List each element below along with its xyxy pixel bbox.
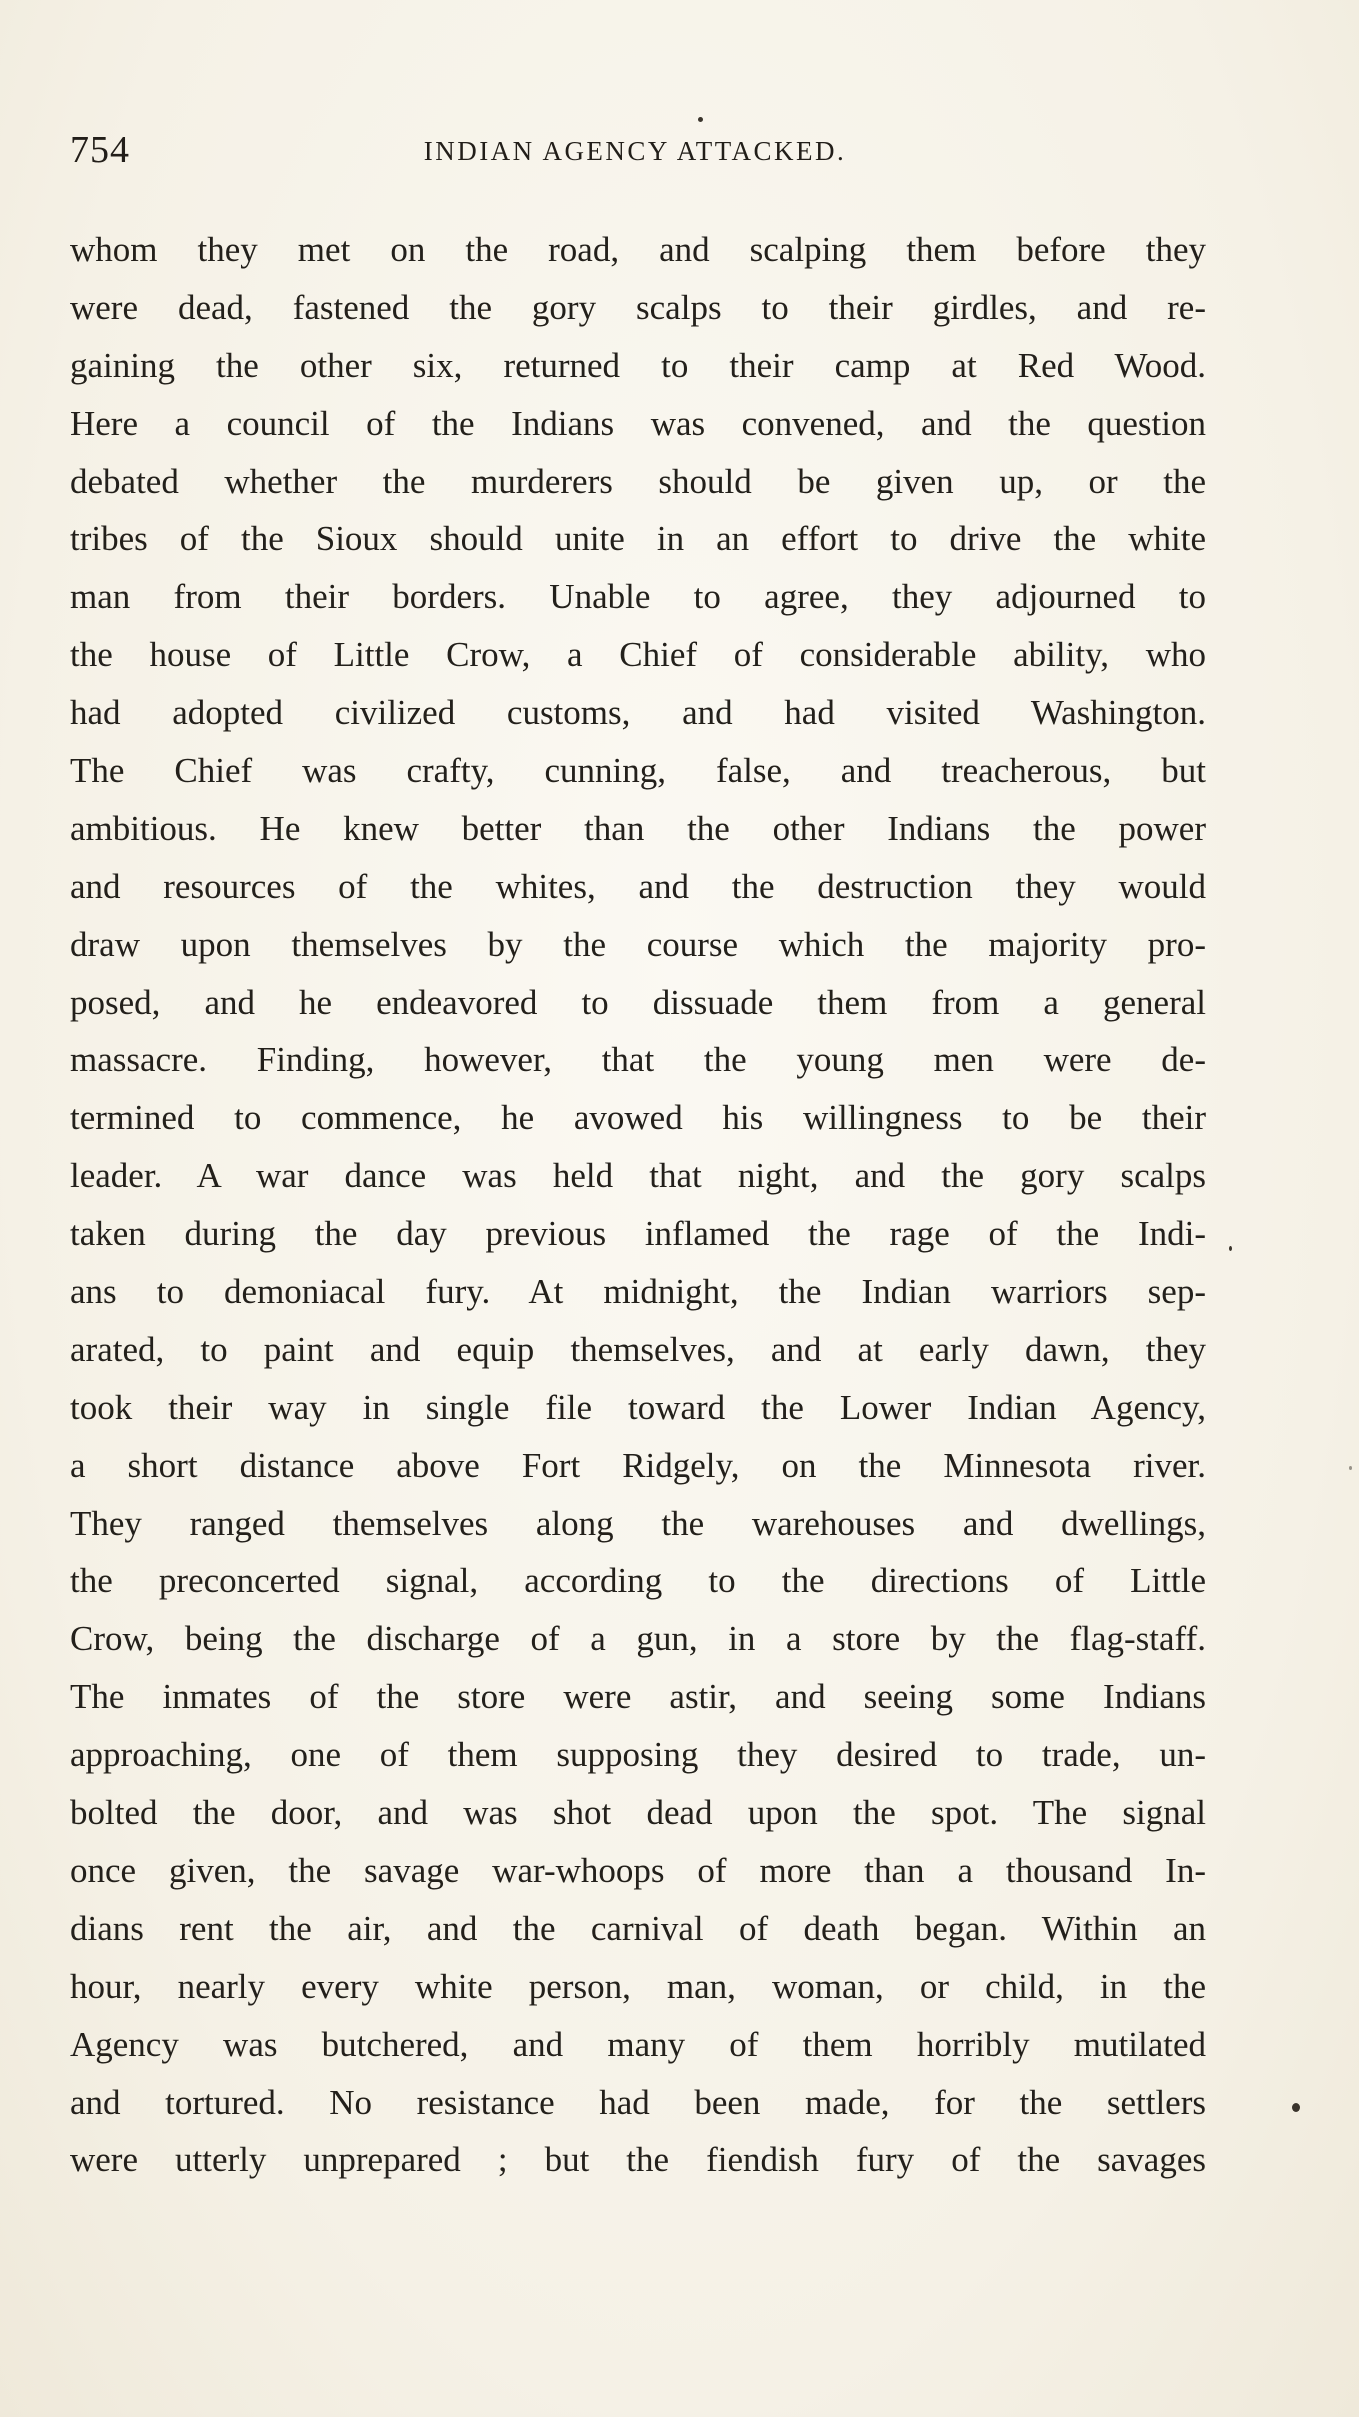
text-line: leader. A war dance was held that night, and the gory scalps bbox=[70, 1156, 1206, 1196]
text-line: man from their borders. Unable to agree, they adjourned to bbox=[70, 577, 1206, 617]
text-line: dians rent the air, and the carnival of death began. Within an bbox=[70, 1908, 1206, 1948]
text-line: The Chief was crafty, cunning, false, and treacherous, but bbox=[70, 751, 1206, 791]
text-line: tribes of the Sioux should unite in an effort to drive the white bbox=[70, 519, 1206, 559]
text-line: ans to demoniacal fury. At midnight, the Indian warriors sep- bbox=[70, 1272, 1206, 1312]
text-line: The inmates of the store were astir, and seeing some Indians bbox=[70, 1677, 1206, 1717]
ink-speck bbox=[1292, 2103, 1300, 2112]
text-line: gaining the other six, returned to their camp at Red Wood. bbox=[70, 345, 1206, 385]
text-line: ambitious. He knew better than the other Indians the power bbox=[70, 808, 1206, 848]
text-line: whom they met on the road, and scalping them before they bbox=[70, 230, 1206, 269]
text-line: had adopted civilized customs, and had visited Washington. bbox=[70, 693, 1206, 733]
text-line: once given, the savage war-whoops of more than a thousand In- bbox=[70, 1850, 1206, 1890]
text-line: took their way in single file toward the Lower Indian Agency, bbox=[70, 1387, 1206, 1427]
text-line: massacre. Finding, however, that the young men were de- bbox=[70, 1040, 1206, 1080]
text-line: termined to commence, he avowed his willingness to be their bbox=[70, 1098, 1206, 1138]
text-line: Agency was butchered, and many of them horribly mutilated bbox=[70, 2024, 1206, 2064]
page-header bbox=[70, 128, 1200, 188]
text-line: the preconcerted signal, according to the directions of Little bbox=[70, 1561, 1206, 1601]
ink-speck bbox=[1349, 1466, 1352, 1470]
text-line: were utterly unprepared ; but the fiendish fury of the savages bbox=[70, 2140, 1206, 2180]
text-line: debated whether the murderers should be given up, or the bbox=[70, 461, 1206, 501]
text-line: a short distance above Fort Ridgely, on the Minnesota river. bbox=[70, 1445, 1206, 1485]
text-line: the house of Little Crow, a Chief of considerable ability, who bbox=[70, 635, 1206, 675]
text-line: taken during the day previous inflamed the rage of the Indi- bbox=[70, 1214, 1206, 1254]
text-line: bolted the door, and was shot dead upon the spot. The signal bbox=[70, 1793, 1206, 1833]
page-number: 754 bbox=[70, 129, 130, 171]
text-line: and resources of the whites, and the destruction they would bbox=[70, 866, 1206, 906]
text-line: They ranged themselves along the warehouses and dwellings, bbox=[70, 1503, 1206, 1543]
text-line: draw upon themselves by the course which the majority pro- bbox=[70, 924, 1206, 964]
text-line: posed, and he endeavored to dissuade them from a general bbox=[70, 982, 1206, 1022]
text-line: arated, to paint and equip themselves, and at early dawn, they bbox=[70, 1329, 1206, 1369]
text-line: hour, nearly every white person, man, woman, or child, in the bbox=[70, 1966, 1206, 2006]
text-line: approaching, one of them supposing they desired to trade, un- bbox=[70, 1735, 1206, 1775]
text-line: Crow, being the discharge of a gun, in a store by the flag-staff. bbox=[70, 1619, 1206, 1659]
text-line: and tortured. No resistance had been made, for the settlers bbox=[70, 2082, 1206, 2122]
text-line: were dead, fastened the gory scalps to their girdles, and re- bbox=[70, 287, 1206, 327]
ink-speck bbox=[698, 117, 703, 122]
text-line: Here a council of the Indians was convened, and the question bbox=[70, 403, 1206, 443]
running-title: INDIAN AGENCY ATTACKED. bbox=[423, 136, 847, 166]
ink-speck bbox=[1229, 1246, 1232, 1251]
body-text bbox=[70, 221, 1206, 2189]
